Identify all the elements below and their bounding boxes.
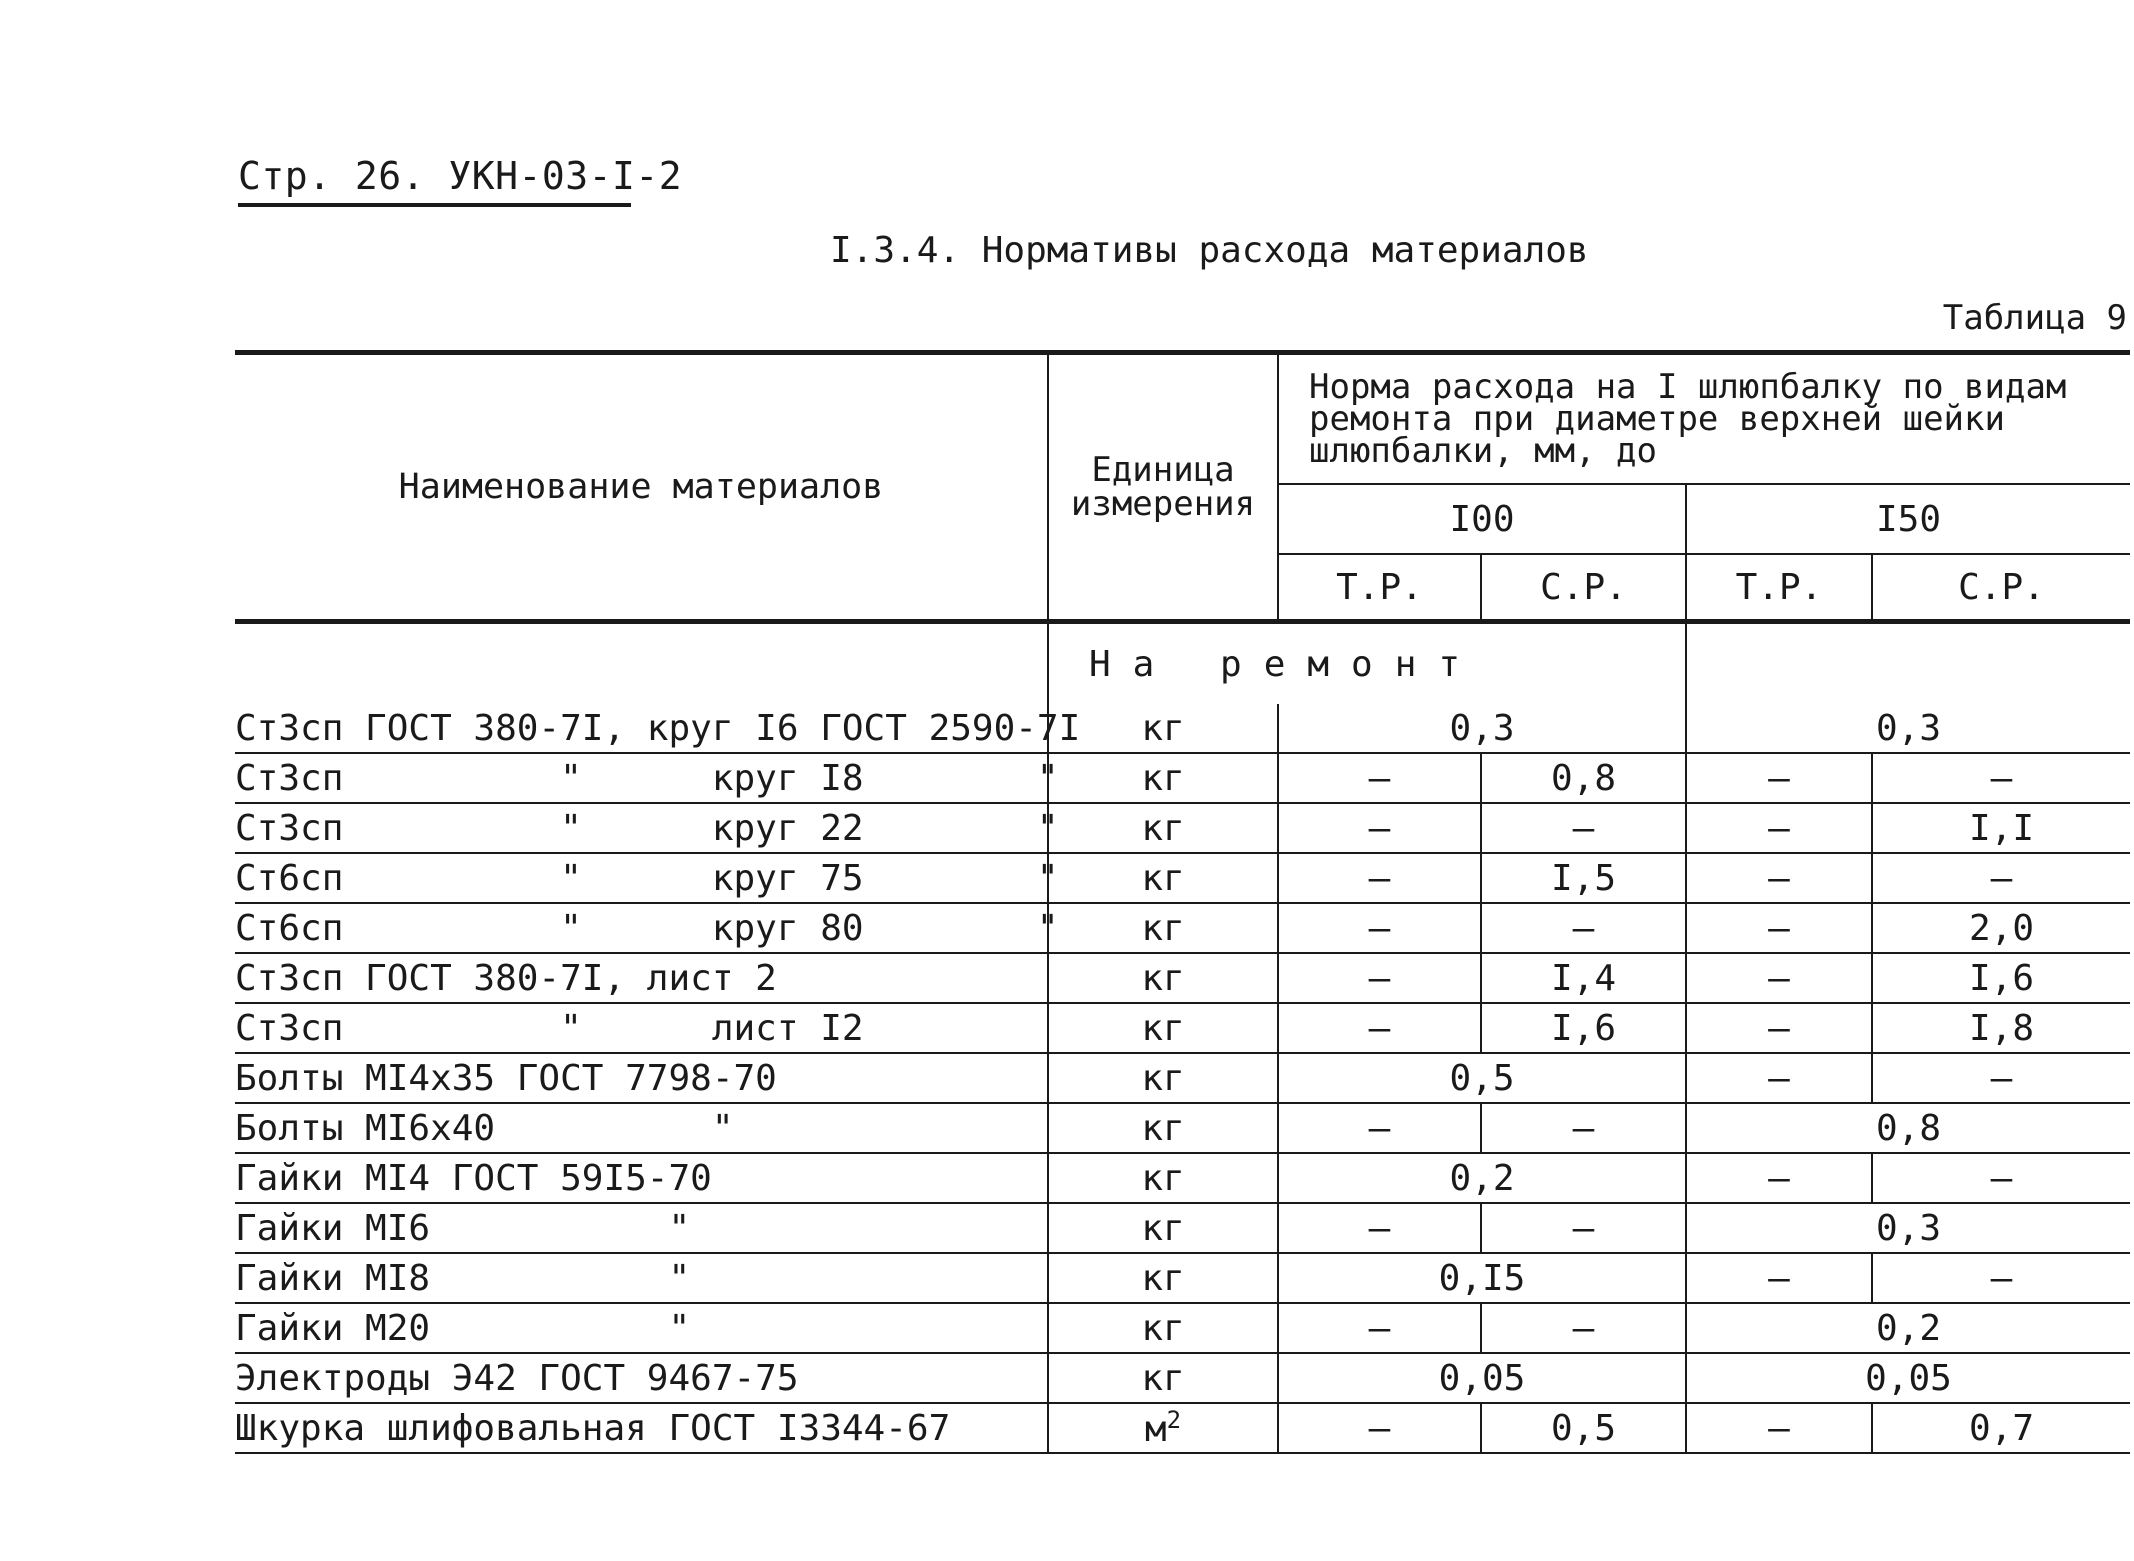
table-row	[235, 1053, 2130, 1103]
norm-value-100-sr: –	[1481, 803, 1686, 853]
column-header-norm: Норма расхода на I шлюпбалку по видам ремонта при диаметре верхней шейки шлюпбалки, мм, до	[1278, 353, 2130, 485]
material-name: Ст6сп " круг 80 "	[235, 903, 1048, 953]
unit-cell	[1048, 1103, 1278, 1153]
norm-value-150-merged: 0,8	[1686, 1103, 2130, 1153]
norm-value-150-sr: –	[1872, 1053, 2130, 1103]
unit-cell	[1048, 704, 1278, 753]
norm-value-100-sr: –	[1481, 1303, 1686, 1353]
norm-value-100-tr: –	[1278, 853, 1481, 903]
column-header-name: Наименование материалов	[235, 353, 1048, 622]
norm-value-150-sr: I,I	[1872, 803, 2130, 853]
norm-value-150-sr: –	[1872, 753, 2130, 803]
table-row	[235, 853, 2130, 903]
material-name: Электроды Э42 ГОСТ 9467-75	[235, 1353, 1048, 1403]
material-name: Болты МI4x35 ГОСТ 7798-70	[235, 1053, 1048, 1103]
norm-value-150-merged: 0,3	[1686, 1203, 2130, 1253]
material-name: Болты МI6x40 "	[235, 1103, 1048, 1153]
section-label: На ремонт	[1048, 622, 1686, 705]
unit-cell	[1048, 1153, 1278, 1203]
unit-text: кг	[1141, 1207, 1185, 1249]
table-body	[235, 622, 2130, 1454]
unit-text: кг	[1141, 907, 1185, 949]
norm-value-100-tr: –	[1278, 1103, 1481, 1153]
table-row	[235, 704, 2130, 753]
unit-text: кг	[1141, 1357, 1185, 1399]
unit-cell	[1048, 853, 1278, 903]
material-name: Гайки МI8 "	[235, 1253, 1048, 1303]
column-header-sr-100: С.Р.	[1481, 554, 1686, 622]
norm-value-100-merged: 0,05	[1278, 1353, 1686, 1403]
unit-text: кг	[1141, 707, 1185, 749]
column-header-tr-150: Т.Р.	[1686, 554, 1872, 622]
unit-cell	[1048, 953, 1278, 1003]
header-underline	[238, 203, 631, 207]
unit-cell	[1048, 903, 1278, 953]
norm-value-150-merged: 0,05	[1686, 1353, 2130, 1403]
table-row	[235, 1303, 2130, 1353]
unit-cell	[1048, 1003, 1278, 1053]
norm-value-100-sr: 0,8	[1481, 753, 1686, 803]
unit-cell	[1048, 1203, 1278, 1253]
unit-cell	[1048, 1303, 1278, 1353]
material-name: Гайки МI6 "	[235, 1203, 1048, 1253]
norm-value-100-tr: –	[1278, 1303, 1481, 1353]
norm-value-150-tr: –	[1686, 1053, 1872, 1103]
unit-cell	[1048, 803, 1278, 853]
norm-value-100-tr: –	[1278, 903, 1481, 953]
norm-value-150-sr: –	[1872, 1253, 2130, 1303]
table-row	[235, 1253, 2130, 1303]
unit-text: кг	[1141, 1057, 1185, 1099]
material-name: Ст3сп ГОСТ 380-7I, лист 2	[235, 953, 1048, 1003]
unit-text: кг	[1141, 757, 1185, 799]
material-name: Ст6сп " круг 75 "	[235, 853, 1048, 903]
unit-cell	[1048, 1353, 1278, 1403]
page-header: Стр. 26. УКН-03-I-2	[238, 154, 683, 198]
column-header-sr-150: С.Р.	[1872, 554, 2130, 622]
section-title: I.3.4. Нормативы расхода материалов	[830, 230, 1589, 271]
norm-value-150-sr: –	[1872, 1153, 2130, 1203]
norm-value-150-sr: I,8	[1872, 1003, 2130, 1053]
unit-cell	[1048, 753, 1278, 803]
table-row	[235, 1203, 2130, 1253]
material-name: Гайки М20 "	[235, 1303, 1048, 1353]
norm-value-150-tr: –	[1686, 1403, 1872, 1453]
unit-text: м	[1144, 1409, 1167, 1450]
norm-value-150-sr: 0,7	[1872, 1403, 2130, 1453]
norm-value-100-sr: I,4	[1481, 953, 1686, 1003]
table-header	[235, 353, 2130, 622]
norm-value-150-tr: –	[1686, 1253, 1872, 1303]
material-name: Ст3сп " лист I2	[235, 1003, 1048, 1053]
unit-text: кг	[1141, 957, 1185, 999]
column-header-tr-100: Т.Р.	[1278, 554, 1481, 622]
material-name: Шкурка шлифовальная ГОСТ I3344-67	[235, 1403, 1048, 1453]
norm-value-150-merged: 0,3	[1686, 704, 2130, 753]
norm-value-100-sr: –	[1481, 1103, 1686, 1153]
norm-value-150-merged: 0,2	[1686, 1303, 2130, 1353]
norm-value-150-tr: –	[1686, 1003, 1872, 1053]
material-name: Ст3сп " круг 22 "	[235, 803, 1048, 853]
table-label: Таблица 9	[1942, 298, 2127, 338]
norm-value-150-tr: –	[1686, 753, 1872, 803]
norm-value-150-tr: –	[1686, 903, 1872, 953]
norm-value-100-tr: –	[1278, 953, 1481, 1003]
norm-value-150-tr: –	[1686, 853, 1872, 903]
table-row	[235, 1103, 2130, 1153]
norm-value-100-merged: 0,3	[1278, 704, 1686, 753]
material-name: Гайки МI4 ГОСТ 59I5-70	[235, 1153, 1048, 1203]
norm-value-100-tr: –	[1278, 803, 1481, 853]
table-row	[235, 1403, 2130, 1453]
table-row	[235, 1153, 2130, 1203]
norm-value-150-sr: –	[1872, 853, 2130, 903]
norm-value-100-tr: –	[1278, 1003, 1481, 1053]
material-name: Ст3сп " круг I8 "	[235, 753, 1048, 803]
unit-cell	[1048, 1053, 1278, 1103]
unit-cell	[1048, 1253, 1278, 1303]
norm-value-100-sr: I,5	[1481, 853, 1686, 903]
norm-value-150-sr: I,6	[1872, 953, 2130, 1003]
table-row	[235, 1003, 2130, 1053]
materials-norms-table	[235, 350, 2130, 1454]
unit-text: кг	[1141, 1157, 1185, 1199]
unit-text: кг	[1141, 1307, 1185, 1349]
unit-superscript: 2	[1166, 1406, 1182, 1434]
norm-value-150-tr: –	[1686, 1153, 1872, 1203]
section-row	[235, 622, 2130, 705]
norm-value-100-sr: 0,5	[1481, 1403, 1686, 1453]
norm-value-100-sr: –	[1481, 1203, 1686, 1253]
unit-text: кг	[1141, 857, 1185, 899]
column-header-diameter-100: I00	[1278, 484, 1686, 554]
unit-text: кг	[1141, 1107, 1185, 1149]
norm-value-100-merged: 0,I5	[1278, 1253, 1686, 1303]
column-header-diameter-150: I50	[1686, 484, 2130, 554]
norm-value-100-tr: –	[1278, 1203, 1481, 1253]
norm-value-100-tr: –	[1278, 1403, 1481, 1453]
unit-text: кг	[1141, 807, 1185, 849]
norm-value-150-tr: –	[1686, 953, 1872, 1003]
norm-value-150-tr: –	[1686, 803, 1872, 853]
material-name: Ст3сп ГОСТ 380-7I, круг I6 ГОСТ 2590-7I	[235, 704, 1048, 753]
norm-value-100-sr: –	[1481, 903, 1686, 953]
table-row	[235, 803, 2130, 853]
column-header-unit: Единица измерения	[1048, 353, 1278, 622]
norm-value-100-tr: –	[1278, 753, 1481, 803]
unit-text: кг	[1141, 1007, 1185, 1049]
unit-cell	[1048, 1403, 1278, 1453]
norm-value-150-sr: 2,0	[1872, 903, 2130, 953]
table-row	[235, 753, 2130, 803]
table-row	[235, 1353, 2130, 1403]
unit-text: кг	[1141, 1257, 1185, 1299]
table-row	[235, 903, 2130, 953]
norm-value-100-merged: 0,5	[1278, 1053, 1686, 1103]
table-row	[235, 953, 2130, 1003]
norm-value-100-merged: 0,2	[1278, 1153, 1686, 1203]
norm-value-100-sr: I,6	[1481, 1003, 1686, 1053]
